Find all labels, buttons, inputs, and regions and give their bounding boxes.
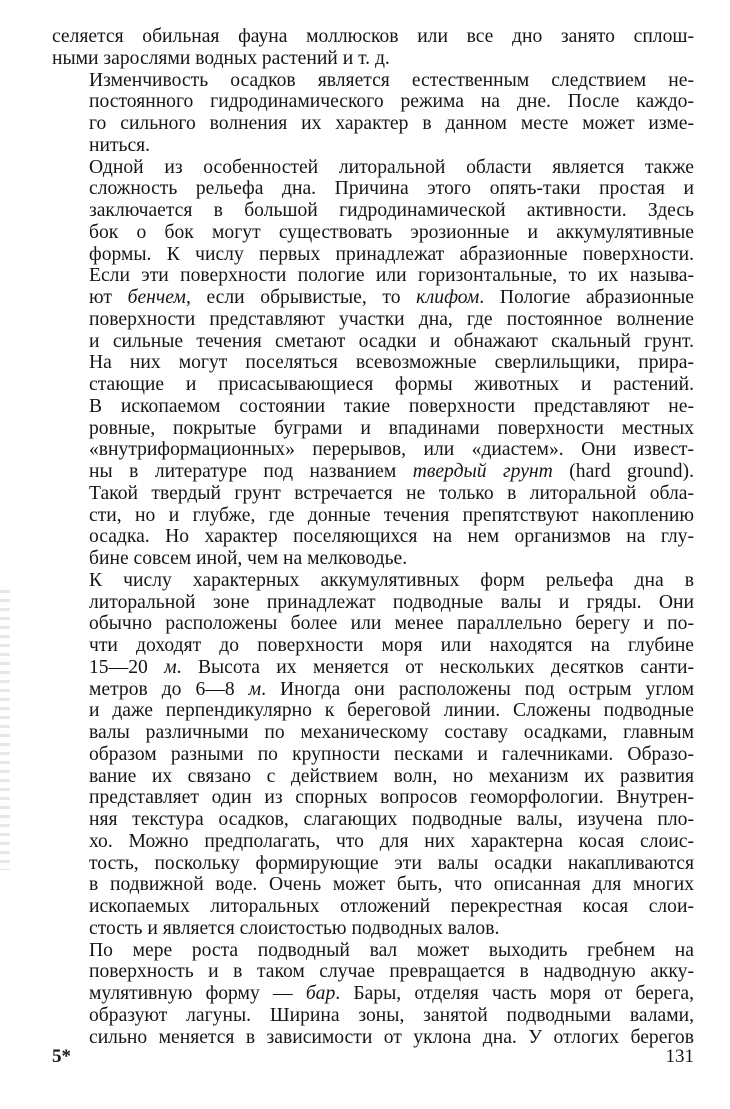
page-number: 131	[665, 1046, 694, 1067]
text-line: вание их связано с действием волн, но механизм их развития	[89, 765, 694, 787]
text-line: го сильного волнения их характер в данном месте может изме-	[89, 113, 694, 134]
paragraph	[52, 157, 694, 570]
paragraph	[52, 940, 694, 1049]
text-line: Такой твердый грунт встречается не только в литоральной обла-	[89, 482, 694, 504]
text-line: сильно меняется в зависимости от уклона дна. У отлогих берегов	[89, 1026, 694, 1048]
text-line: сти, но и глубже, где донные течения препятствуют накоплению	[89, 504, 694, 526]
text-line: формы. К числу первых принадлежат абразионные поверхности.	[89, 243, 694, 265]
text-line: литоральной зоне принадлежат подводные валы и гряды. Они	[89, 591, 694, 613]
italic-term: твердый грунт	[412, 461, 553, 482]
text-line: обычно расположены более или менее параллельно берегу и по-	[89, 613, 694, 635]
text-line: поверхности представляют участки дна, где постоянное волнение	[89, 308, 694, 330]
text-line: «внутриформационных» перерывов, или «диастем». Они извест-	[89, 439, 694, 461]
italic-term: м	[248, 678, 262, 700]
text-line: По мере роста подводный вал может выходить гребнем на	[89, 939, 694, 961]
document-page	[52, 26, 694, 1048]
scan-edge-shadow	[0, 590, 10, 870]
text-line: представляет один из спорных вопросов геоморфологии. Внутрен-	[89, 787, 694, 809]
text-line: валы различными по механическому составу осадками, главным	[89, 722, 694, 743]
text-line: мулятивную форму — бар. Бары, отделяя часть моря от берега,	[89, 983, 695, 1004]
text-line: К числу характерных аккумулятивных форм рельефа дна в	[89, 569, 694, 591]
text-line: Одной из особенностей литоральной области является также	[89, 156, 694, 178]
text-line: стость и является слоистостью подводных валов.	[89, 917, 500, 939]
paragraph	[52, 26, 694, 70]
text-line: ископаемых литоральных отложений перекрестная косая слои-	[89, 896, 694, 917]
text-line: сложность рельефа дна. Причина этого опять-таки простая и	[89, 178, 694, 200]
signature-mark: 5*	[52, 1046, 71, 1067]
text-line: поверхность и в таком случае превращается в надводную акку-	[89, 961, 694, 983]
text-line: постоянного гидродинамического режима на дне. После каждо-	[89, 91, 694, 113]
text-line: ны в литературе под названием твердый грунт (hard ground).	[89, 461, 694, 482]
text-line: и сильные течения сметают осадки и обнажают скальный грунт.	[89, 330, 694, 352]
text-line: хо. Можно предполагать, что для них характерна косая слоис-	[89, 830, 694, 852]
italic-term: м	[164, 656, 177, 678]
paragraph	[52, 570, 694, 940]
text-line: няя текстура осадков, слагающих подводные валы, изучена пло-	[89, 809, 694, 830]
text-line: и даже перпендикулярно к береговой линии. Сложены подводные	[89, 700, 694, 722]
paragraph	[52, 70, 694, 157]
text-line: тость, поскольку формирующие эти валы осадки накапливаются	[89, 852, 694, 874]
text-line: бине совсем иной, чем на мелководье.	[89, 548, 408, 569]
text-line: в подвижной воде. Очень может быть, что описанная для многих	[89, 874, 694, 896]
text-line: Если эти поверхности пологие или горизонтальные, то их называ-	[89, 265, 694, 287]
text-line: Изменчивость осадков является естественным следствием не-	[89, 69, 694, 91]
text-line: ными зарослями водных растений и т. д.	[52, 47, 390, 69]
text-line: селяется обильная фауна моллюсков или все дно занято сплош-	[52, 26, 694, 47]
text-line: ниться.	[89, 134, 151, 156]
text-line: 15—20 м. Высота их меняется от нескольких десятков санти-	[89, 656, 694, 678]
text-line: образом разными по крупности песками и галечниками. Образо-	[89, 743, 694, 765]
text-line: метров до 6—8 м. Иногда они расположены под острым углом	[89, 678, 694, 700]
text-line: стающие и присасывающиеся формы животных и растений.	[89, 374, 694, 395]
text-line: осадка. Но характер поселяющихся на нем организмов на глу-	[89, 526, 694, 548]
text-line: бок о бок могут существовать эрозионные и аккумулятивные	[89, 221, 694, 243]
text-line: чти доходят до поверхности моря или находятся на глубине	[89, 635, 694, 656]
text-line: ровные, покрытые буграми и впадинами поверхности местных	[89, 417, 694, 439]
italic-term: клифом	[416, 287, 480, 308]
italic-term: бенчем	[127, 287, 186, 308]
text-line: В ископаемом состоянии такие поверхности представляют не-	[89, 395, 694, 417]
text-line: На них могут поселяться всевозможные сверлильщики, прира-	[89, 352, 694, 374]
text-line: заключается в большой гидродинамической активности. Здесь	[89, 200, 694, 221]
text-line: ют бенчем, если обрывистые, то клифом. Пологие абразионные	[89, 287, 694, 308]
italic-term: бар	[305, 983, 336, 1004]
text-line: образуют лагуны. Ширина зоны, занятой подводными валами,	[89, 1004, 694, 1026]
